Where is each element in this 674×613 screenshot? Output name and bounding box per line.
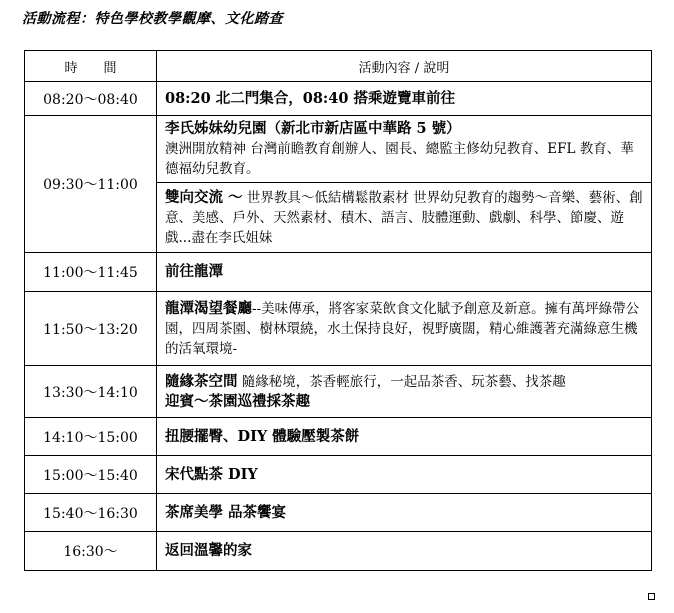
table-row	[25, 494, 652, 532]
table-row	[25, 456, 652, 494]
activity-title: 08:20 北二門集合，08:40 搭乘遊覽車前往	[165, 89, 456, 107]
activity-title: 隨緣茶空間	[165, 372, 238, 390]
activity-cell	[157, 532, 652, 571]
activity-title: 扭腰擺臀、DIY 體驗壓製茶餅	[165, 427, 360, 445]
resize-handle[interactable]	[648, 593, 655, 600]
page-title: 活動流程：特色學校教學觀摩、文化踏查	[22, 11, 283, 27]
activity-title: 龍潭渴望餐廳	[165, 299, 252, 317]
activity-cell	[157, 116, 652, 183]
activity-desc: --美味傳承，將客家菜飲食文化賦予創意及新意。擁有萬坪綠帶公園，四周茶園、樹林環繞，水土保持良好，視野廣闊，精心維護著充滿綠意生機的活氧環境-	[165, 300, 640, 357]
header-time: 時 間	[25, 51, 157, 82]
activity-cell	[157, 456, 652, 494]
activity-title: 雙向交流 ～	[165, 188, 243, 206]
header-content: 活動內容 / 說明	[157, 51, 652, 82]
activity-cell	[157, 183, 652, 253]
activity-desc: 世界教具～低結構鬆散素材 世界幼兒教育的趨勢～音樂、藝術、創意、美感、戶外、天然素材、積木、語言、肢體運動、戲劇、科學、節慶、遊戲...盡在李氏姐妹	[165, 189, 643, 246]
activity-cell	[157, 494, 652, 532]
activity-title: 宋代點茶 DIY	[165, 465, 258, 483]
activity-cell	[157, 418, 652, 456]
time-cell: 16:30～	[25, 532, 157, 571]
time-cell: 11:00～11:45	[25, 253, 157, 292]
activity-cell	[157, 292, 652, 366]
table-row	[25, 82, 652, 116]
table-row	[25, 116, 652, 183]
table-row	[25, 532, 652, 571]
time-cell: 09:30～11:00	[25, 116, 157, 253]
table-row	[25, 366, 652, 418]
activity-cell	[157, 366, 652, 418]
time-cell: 14:10～15:00	[25, 418, 157, 456]
time-cell: 11:50～13:20	[25, 292, 157, 366]
activity-title: 李氏姊妹幼兒園（新北市新店區中華路 5 號）	[165, 120, 461, 137]
activity-title: 前往龍潭	[165, 263, 223, 280]
table-row	[25, 292, 652, 366]
schedule-table	[24, 50, 652, 571]
activity-desc: 隨緣秘境，茶香輕旅行，一起品茶香、玩茶藝、找茶趣	[237, 373, 566, 390]
activity-subtitle: 迎賓～茶園巡禮採茶趣	[165, 392, 310, 410]
activity-title: 返回溫馨的家	[165, 542, 252, 559]
time-cell: 15:40～16:30	[25, 494, 157, 532]
table-row	[25, 418, 652, 456]
time-cell: 13:30～14:10	[25, 366, 157, 418]
activity-cell	[157, 82, 652, 116]
time-cell: 15:00～15:40	[25, 456, 157, 494]
activity-title: 茶席美學 品茶饗宴	[165, 503, 287, 521]
activity-cell	[157, 253, 652, 292]
time-cell: 08:20～08:40	[25, 82, 157, 116]
activity-desc: 澳洲開放精神 台灣前瞻教育創辦人、園長、總監主修幼兒教育、EFL 教育、華德福幼兒教育。	[165, 141, 634, 177]
table-row	[25, 253, 652, 292]
table-header-row	[25, 51, 652, 82]
